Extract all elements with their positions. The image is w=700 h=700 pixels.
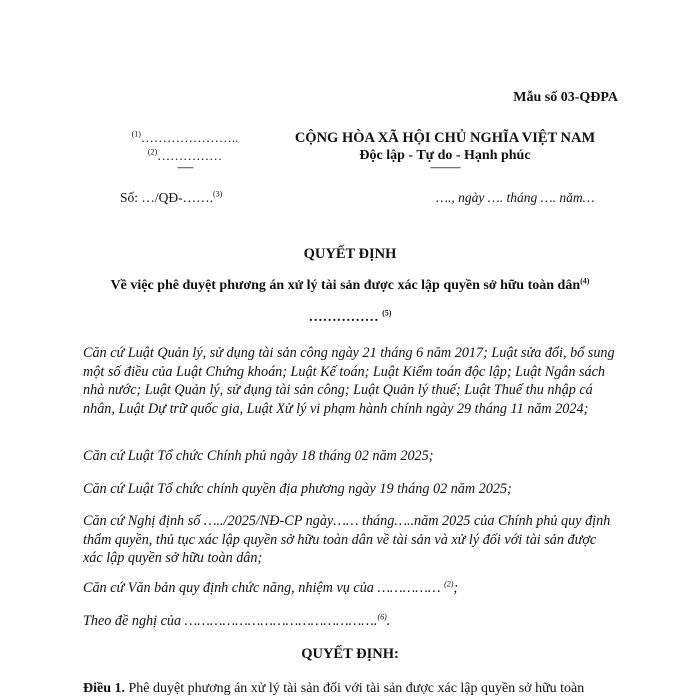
document-number — [120, 190, 222, 206]
document-subject — [60, 278, 640, 294]
proposal-tail: . — [386, 613, 391, 629]
proposal-line — [83, 612, 618, 631]
form-code: Mẫu số 03-QĐPA — [513, 90, 618, 105]
document-subject-text: Về việc phê duyệt phương án xử lý tài sản được xác lập quyền sở hữu toàn dân — [110, 278, 581, 293]
national-motto: Độc lập - Tự do - Hạnh phúc — [359, 148, 531, 163]
agency-name-line — [120, 130, 250, 146]
document-title: QUYẾT ĐỊNH — [303, 246, 397, 262]
legal-basis-4: Căn cứ Nghị định số …../2025/NĐ-CP ngày…… tháng…..năm 2025 của Chính phủ quy định thẩm quyền, thủ tục xác lập quyền sở hữu toàn dân về tài sản và xử lý đối với tài sản được xác lập quyền sở hữu toàn dân; — [83, 513, 611, 567]
right-header-rule: --------------- — [430, 162, 460, 172]
note-marker: (2) — [147, 147, 158, 157]
unit-name-placeholder: …………… — [157, 148, 223, 163]
article-1-text: Phê duyệt phương án xử lý tài sản đối với tài sản được xác lập quyền sở hữu toàn — [128, 681, 585, 696]
proposal-text: Theo đề nghị của ………………………………………. — [83, 613, 378, 629]
note-marker: (5) — [382, 308, 392, 318]
note-marker: (3) — [213, 189, 223, 199]
issuing-authority-placeholder: …………… — [308, 310, 379, 325]
decision-heading: QUYẾT ĐỊNH: — [301, 646, 399, 662]
nation-name: CỘNG HÒA XÃ HỘI CHỦ NGHĨA VIỆT NAM — [294, 130, 596, 146]
note-marker: (6) — [377, 612, 387, 622]
legal-basis-1: Căn cứ Luật Quản lý, sử dụng tài sản công ngày 21 tháng 6 năm 2017; Luật sửa đổi, bổ sung một số điều của Luật Chứng khoán; Luật Kế toán; Luật Kiểm toán độc lập; Luật Ngân sách nhà nước; Luật Quản lý, sử dụng tài sản công; Luật Quản lý thuế; Luật Thuế thu nhập cá nhân, Luật Dự trữ quốc gia, Luật Xử lý vi phạm hành chính ngày 29 tháng 11 năm 2024; — [83, 345, 615, 417]
legal-basis-function — [83, 579, 618, 598]
note-marker: (2) — [444, 579, 454, 589]
article-1-label: Điều 1. — [83, 681, 125, 696]
legal-basis-3: Căn cứ Luật Tổ chức chính quyền địa phương ngày 19 tháng 02 năm 2025; — [83, 481, 512, 497]
legal-basis-function-text: Căn cứ Văn bản quy định chức năng, nhiệm vụ của …………… — [83, 580, 441, 596]
article-1 — [83, 681, 584, 697]
document-number-text: Số: …/QĐ-……. — [120, 190, 214, 205]
note-marker: (1) — [131, 129, 141, 139]
note-marker: (4) — [580, 276, 590, 286]
agency-name-placeholder: ………………….. — [140, 130, 239, 145]
legal-basis-2: Căn cứ Luật Tổ chức Chính phủ ngày 18 tháng 02 năm 2025; — [83, 448, 434, 464]
left-header-rule: -------- — [177, 162, 193, 172]
legal-basis-function-tail: ; — [453, 580, 459, 596]
issuing-authority — [60, 310, 640, 326]
issue-date: …., ngày …. tháng …. năm… — [436, 190, 595, 205]
